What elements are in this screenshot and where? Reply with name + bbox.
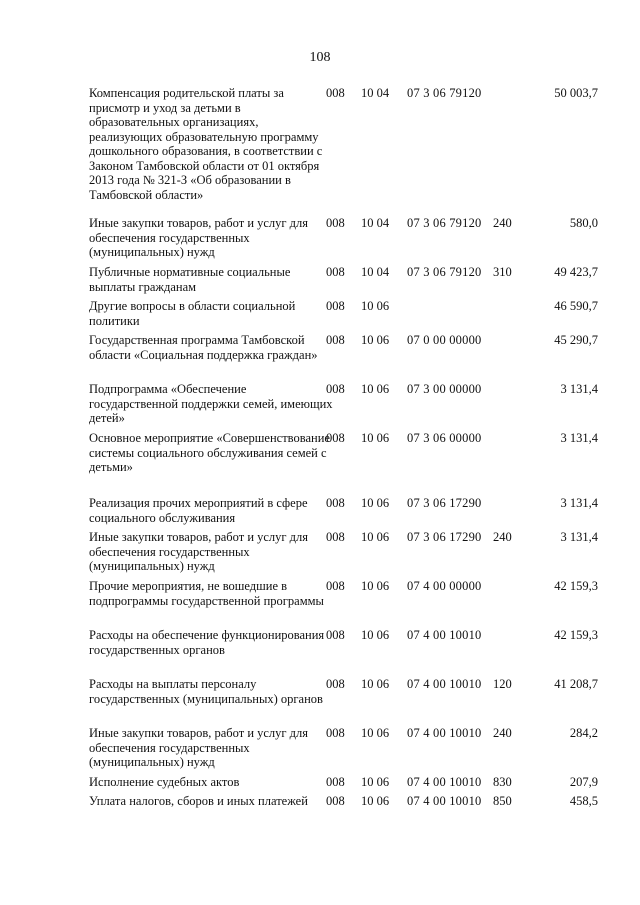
row-section-code: 10 06 (361, 333, 390, 347)
row-ved-code: 008 (326, 216, 345, 230)
page-number: 108 (309, 50, 331, 65)
table-row (89, 775, 609, 794)
table-row (89, 299, 609, 333)
table-row (89, 265, 609, 299)
row-name: Иные закупки товаров, работ и услуг для обеспечения государственных (муниципальных) нужд (89, 530, 309, 573)
row-section-code: 10 06 (361, 382, 390, 396)
row-sum: 580,0 (569, 216, 598, 230)
row-ved-code: 008 (326, 496, 345, 510)
budget-table (89, 86, 609, 828)
row-ved-code: 008 (326, 86, 345, 100)
row-name: Публичные нормативные социальные выплаты гражданам (89, 265, 291, 294)
table-row (89, 382, 609, 431)
row-section-code: 10 04 (361, 216, 390, 230)
row-section-code: 10 06 (361, 677, 390, 691)
row-expense-kind: 240 (493, 530, 512, 544)
row-expense-kind: 850 (493, 794, 512, 808)
row-sum: 42 159,3 (554, 628, 598, 642)
row-target-code: 07 3 06 17290 (407, 496, 482, 510)
row-ved-code: 008 (326, 333, 345, 347)
row-name: Реализация прочих мероприятий в сфере социального обслуживания (89, 496, 308, 525)
row-name: Расходы на обеспечение функционирования государственных органов (89, 628, 325, 657)
row-target-code: 07 4 00 10010 (407, 794, 482, 808)
row-name: Компенсация родительской платы за присмотр и уход за детьми в образовательных организациях, реализующих образовательную программу дошкольного образования, в соответствии с Законом Тамбовской области от 01 октября 2013 года № 321-З «Об образовании в Тамбовской области» (89, 86, 323, 202)
row-sum: 3 131,4 (560, 382, 598, 396)
row-section-code: 10 04 (361, 265, 390, 279)
row-target-code: 07 4 00 10010 (407, 628, 482, 642)
row-sum: 207,9 (569, 775, 598, 789)
row-section-code: 10 06 (361, 496, 390, 510)
row-expense-kind: 240 (493, 216, 512, 230)
row-section-code: 10 06 (361, 794, 390, 808)
row-target-code: 07 3 06 17290 (407, 530, 482, 544)
row-section-code: 10 06 (361, 431, 390, 445)
table-row (89, 431, 609, 496)
row-target-code: 07 0 00 00000 (407, 333, 482, 347)
row-ved-code: 008 (326, 775, 345, 789)
row-expense-kind: 830 (493, 775, 512, 789)
row-section-code: 10 04 (361, 86, 390, 100)
row-section-code: 10 06 (361, 579, 390, 593)
row-name: Прочие мероприятия, не вошедшие в подпрограммы государственной программы (89, 579, 324, 608)
row-target-code: 07 4 00 10010 (407, 775, 482, 789)
row-section-code: 10 06 (361, 726, 390, 740)
row-sum: 284,2 (569, 726, 598, 740)
row-ved-code: 008 (326, 726, 345, 740)
row-section-code: 10 06 (361, 299, 390, 313)
row-sum: 41 208,7 (554, 677, 598, 691)
table-row (89, 530, 609, 579)
row-expense-kind: 120 (493, 677, 512, 691)
table-row (89, 726, 609, 775)
row-target-code: 07 4 00 10010 (407, 726, 482, 740)
row-ved-code: 008 (326, 382, 345, 396)
row-name: Другие вопросы в области социальной политики (89, 299, 296, 328)
row-target-code: 07 3 06 00000 (407, 431, 482, 445)
row-section-code: 10 06 (361, 775, 390, 789)
row-sum: 50 003,7 (554, 86, 598, 100)
row-name: Подпрограмма «Обеспечение государственной поддержки семей, имеющих детей» (89, 382, 333, 425)
row-name: Расходы на выплаты персоналу государственных (муниципальных) органов (89, 677, 323, 706)
row-section-code: 10 06 (361, 628, 390, 642)
row-ved-code: 008 (326, 677, 345, 691)
row-target-code: 07 4 00 00000 (407, 579, 482, 593)
row-sum: 45 290,7 (554, 333, 598, 347)
row-target-code: 07 4 00 10010 (407, 677, 482, 691)
row-ved-code: 008 (326, 530, 345, 544)
table-row (89, 496, 609, 530)
row-name: Исполнение судебных актов (89, 775, 240, 789)
row-sum: 46 590,7 (554, 299, 598, 313)
row-target-code: 07 3 06 79120 (407, 216, 482, 230)
row-name: Иные закупки товаров, работ и услуг для обеспечения государственных (муниципальных) нужд (89, 726, 309, 769)
table-row (89, 86, 609, 216)
row-ved-code: 008 (326, 265, 345, 279)
table-row (89, 579, 609, 628)
row-sum: 3 131,4 (560, 496, 598, 510)
row-target-code: 07 3 06 79120 (407, 265, 482, 279)
row-sum: 458,5 (569, 794, 598, 808)
row-ved-code: 008 (326, 794, 345, 808)
row-ved-code: 008 (326, 299, 345, 313)
row-section-code: 10 06 (361, 530, 390, 544)
row-sum: 49 423,7 (554, 265, 598, 279)
row-name: Основное мероприятие «Совершенствование системы социального обслуживания семей с детьми» (89, 431, 330, 474)
table-row (89, 628, 609, 677)
row-name: Государственная программа Тамбовской области «Социальная поддержка граждан» (89, 333, 318, 362)
table-row (89, 794, 609, 828)
row-ved-code: 008 (326, 579, 345, 593)
row-name: Иные закупки товаров, работ и услуг для обеспечения государственных (муниципальных) нужд (89, 216, 309, 259)
row-sum: 3 131,4 (560, 530, 598, 544)
row-sum: 42 159,3 (554, 579, 598, 593)
row-ved-code: 008 (326, 628, 345, 642)
table-row (89, 216, 609, 265)
row-sum: 3 131,4 (560, 431, 598, 445)
table-row (89, 677, 609, 726)
table-row (89, 333, 609, 382)
row-expense-kind: 310 (493, 265, 512, 279)
row-ved-code: 008 (326, 431, 345, 445)
row-target-code: 07 3 06 79120 (407, 86, 482, 100)
row-expense-kind: 240 (493, 726, 512, 740)
row-name: Уплата налогов, сборов и иных платежей (89, 794, 308, 808)
row-target-code: 07 3 00 00000 (407, 382, 482, 396)
